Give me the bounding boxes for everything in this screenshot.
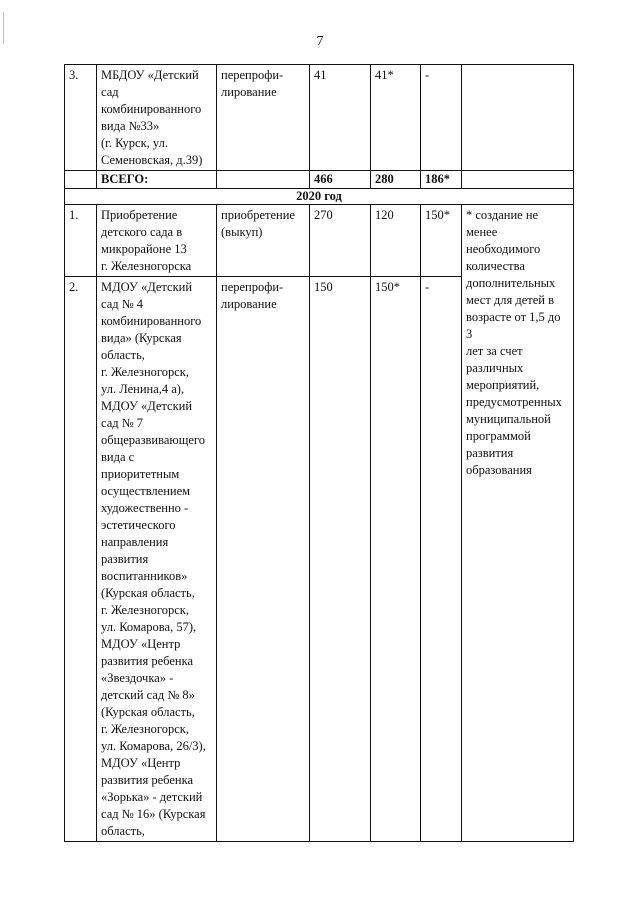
total-empty-cell [65, 171, 97, 189]
places-total: 150 [310, 277, 371, 842]
measure-type: приобретение (выкуп) [217, 205, 310, 277]
row-number: 3. [65, 65, 97, 171]
note-2020: * создание не менее необходимого количества дополнительных мест для детей в возрасте от 1,5 до 3 лет за счет различных мероприятий, предусмотренных муниципальной программой развития образования [462, 205, 574, 842]
total-empty-cell [217, 171, 310, 189]
page-number: 7 [316, 34, 324, 49]
object-name: МДОУ «Детский сад № 4 комбинированного вида» (Курская область, г. Железногорск, ул. Ленина,4 а), МДОУ «Детский сад № 7 общеразвивающего вида с приоритетным осуществлением художественно - эстетического направления развития воспитанников» (Курская область, г. Железногорск, ул. Комарова, 57), МДОУ «Центр развития ребенка «Звездочка» - детский сад № 8» (Курская область, г. Железногорск, ул. Комарова, 26/3), МДОУ «Центр развития ребенка «Зорька» - детский сад № 16» (Курская область, [97, 277, 217, 842]
program-table [64, 64, 574, 842]
places-col3: 150* [421, 205, 462, 277]
places-total: 270 [310, 205, 371, 277]
total-col3: 186* [421, 171, 462, 189]
table-row [65, 205, 574, 277]
total-empty-cell [462, 171, 574, 189]
total-label: ВСЕГО: [97, 171, 217, 189]
places-col3: - [421, 65, 462, 171]
measure-type: перепрофи- лирование [217, 277, 310, 842]
places-col2: 120 [371, 205, 421, 277]
row-number: 1. [65, 205, 97, 277]
total-sum: 466 [310, 171, 371, 189]
object-name: МБДОУ «Детский сад комбинированного вида №33» (г. Курск, ул. Семеновская, д.39) [97, 65, 217, 171]
note-cell [462, 65, 574, 171]
row-number: 2. [65, 277, 97, 842]
table-row [65, 65, 574, 171]
places-col2: 150* [371, 277, 421, 842]
total-row [65, 171, 574, 189]
measure-type: перепрофи- лирование [217, 65, 310, 171]
places-col3: - [421, 277, 462, 842]
places-col2: 41* [371, 65, 421, 171]
total-col2: 280 [371, 171, 421, 189]
places-total: 41 [310, 65, 371, 171]
year-header: 2020 год [65, 189, 574, 205]
year-header-row [65, 189, 574, 205]
object-name: Приобретение детского сада в микрорайоне 13 г. Железногорска [97, 205, 217, 277]
